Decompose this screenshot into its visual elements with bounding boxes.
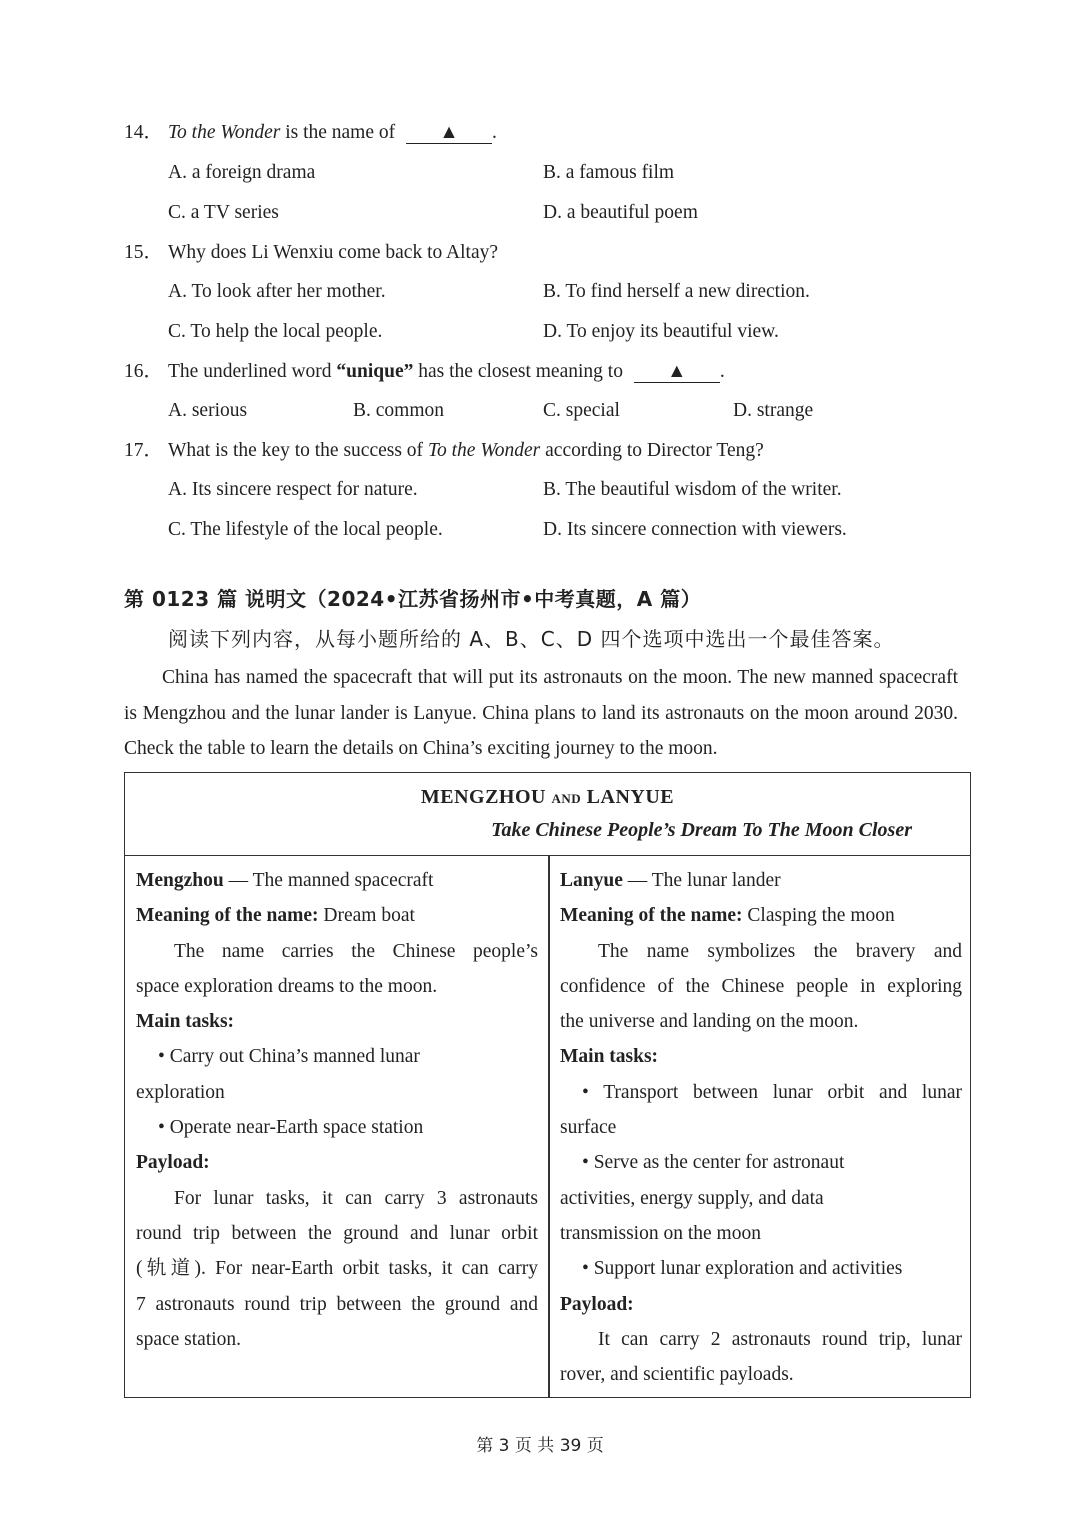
meaning-label: Meaning of the name: bbox=[560, 905, 743, 927]
desc-line: confidence of the Chinese people in exploring bbox=[560, 975, 962, 997]
option-c: C. a TV series bbox=[168, 202, 279, 223]
info-table bbox=[124, 772, 971, 1398]
question-number: 16． bbox=[124, 361, 164, 382]
task-item-cont: activities, energy supply, and data bbox=[560, 1187, 824, 1209]
option-c: C. The lifestyle of the local people. bbox=[168, 519, 443, 540]
craft-desc: — The manned spacecraft bbox=[223, 870, 434, 891]
payload-line: For lunar tasks, it can carry 3 astronauts bbox=[174, 1187, 538, 1209]
title-italic: To the Wonder bbox=[427, 440, 541, 461]
option-d: D. Its sincere connection with viewers. bbox=[543, 519, 847, 540]
desc-line: the universe and landing on the moon. bbox=[560, 1011, 859, 1033]
meaning-label: Meaning of the name: bbox=[136, 905, 319, 927]
craft-name: Lanyue bbox=[560, 870, 623, 891]
title-and: AND bbox=[551, 791, 582, 806]
title-part: LANYUE bbox=[586, 786, 675, 808]
section-instruction: 阅读下列内容，从每小题所给的 A、B、C、D 四个选项中选出一个最佳答案。 bbox=[168, 627, 895, 651]
mengzhou-column bbox=[136, 863, 538, 1357]
payload-line: 7 astronauts round trip between the ground and bbox=[136, 1293, 538, 1315]
option-b: B. a famous film bbox=[543, 162, 675, 183]
meaning-value: Dream boat bbox=[318, 905, 415, 927]
option-a: A. a foreign drama bbox=[168, 162, 316, 183]
table-header bbox=[125, 773, 970, 856]
desc-line: space exploration dreams to the moon. bbox=[136, 975, 438, 997]
payload-line: rover, and scientific payloads. bbox=[560, 1364, 794, 1386]
stem-end: . bbox=[719, 361, 725, 382]
option-a: A. serious bbox=[168, 400, 248, 421]
option-b: B. common bbox=[353, 400, 444, 421]
meaning-line bbox=[560, 898, 962, 933]
desc-line: The name carries the Chinese people’s bbox=[174, 940, 538, 962]
task-item: • Support lunar exploration and activities bbox=[582, 1258, 903, 1280]
payload-line: space station. bbox=[136, 1328, 242, 1350]
stem-end: . bbox=[492, 122, 497, 143]
stem-text: The underlined word bbox=[168, 361, 337, 382]
craft-name-line bbox=[136, 863, 538, 898]
craft-desc: — The lunar lander bbox=[622, 870, 781, 891]
lanyue-column bbox=[560, 863, 962, 1392]
title-part: MENGZHOU bbox=[420, 786, 546, 808]
tasks-label: Main tasks: bbox=[136, 1011, 235, 1033]
option-c: C. special bbox=[543, 400, 620, 421]
payload-label: Payload: bbox=[560, 1293, 634, 1315]
question-number: 15． bbox=[124, 242, 164, 263]
payload-label: Payload: bbox=[136, 1152, 210, 1174]
task-item-cont: transmission on the moon bbox=[560, 1222, 761, 1244]
desc-line: The name symbolizes the bravery and bbox=[598, 940, 962, 962]
column-divider bbox=[548, 855, 550, 1397]
task-item: • Carry out China’s manned lunar bbox=[158, 1046, 420, 1068]
option-b: B. The beautiful wisdom of the writer. bbox=[543, 479, 842, 500]
option-c: C. To help the local people. bbox=[168, 321, 383, 342]
keyword: “unique” bbox=[336, 361, 414, 382]
answer-blank: ▲ bbox=[406, 123, 492, 144]
option-d: D. a beautiful poem bbox=[543, 202, 698, 223]
option-a: A. To look after her mother. bbox=[168, 281, 386, 302]
question-stem bbox=[168, 438, 764, 464]
stem-text: has the closest meaning to bbox=[413, 361, 628, 382]
answer-blank: ▲ bbox=[634, 362, 720, 383]
option-d: D. strange bbox=[733, 400, 814, 421]
question-stem bbox=[168, 120, 497, 146]
option-d: D. To enjoy its beautiful view. bbox=[543, 321, 779, 342]
table-title bbox=[125, 786, 970, 809]
question-number: 14． bbox=[124, 122, 164, 143]
meaning-line bbox=[136, 898, 538, 933]
task-item-cont: exploration bbox=[136, 1081, 225, 1103]
stem-text: is the name of bbox=[280, 122, 401, 143]
meaning-value: Clasping the moon bbox=[742, 905, 895, 927]
title-italic: To the Wonder bbox=[168, 122, 281, 143]
page-footer: 第 3 页 共 39 页 bbox=[476, 1436, 604, 1456]
stem-text: according to Director Teng? bbox=[540, 440, 764, 461]
task-item: • Transport between lunar orbit and lunar bbox=[582, 1081, 962, 1103]
question-number: 17． bbox=[124, 440, 164, 461]
option-b: B. To find herself a new direction. bbox=[543, 281, 810, 302]
task-item: • Operate near-Earth space station bbox=[158, 1117, 424, 1139]
option-a: A. Its sincere respect for nature. bbox=[168, 479, 418, 500]
payload-line: It can carry 2 astronauts round trip, lunar bbox=[598, 1328, 962, 1350]
payload-line: round trip between the ground and lunar orbit bbox=[136, 1222, 538, 1244]
task-item: • Serve as the center for astronaut bbox=[582, 1152, 845, 1174]
craft-name: Mengzhou bbox=[136, 870, 224, 891]
stem-text: What is the key to the success of bbox=[168, 440, 428, 461]
section-heading: 第 0123 篇 说明文（2024•江苏省扬州市•中考真题，A 篇） bbox=[124, 587, 702, 611]
payload-line: (轨道). For near-Earth orbit tasks, it can carry bbox=[136, 1258, 538, 1280]
question-stem bbox=[168, 359, 725, 385]
task-item-cont: surface bbox=[560, 1117, 617, 1139]
craft-name-line bbox=[560, 863, 962, 898]
question-stem: Why does Li Wenxiu come back to Altay? bbox=[168, 242, 499, 263]
table-subtitle: Take Chinese People’s Dream To The Moon Closer bbox=[491, 819, 912, 841]
intro-paragraph: China has named the spacecraft that will put its astronauts on the moon. The new manned spacecraft is Mengzhou and the lunar lander is Lanyue. China plans to land its astronauts on the moon around 2030. Check the table to learn the details on China’s exciting journey to the moon. bbox=[124, 667, 958, 759]
tasks-label: Main tasks: bbox=[560, 1046, 659, 1068]
